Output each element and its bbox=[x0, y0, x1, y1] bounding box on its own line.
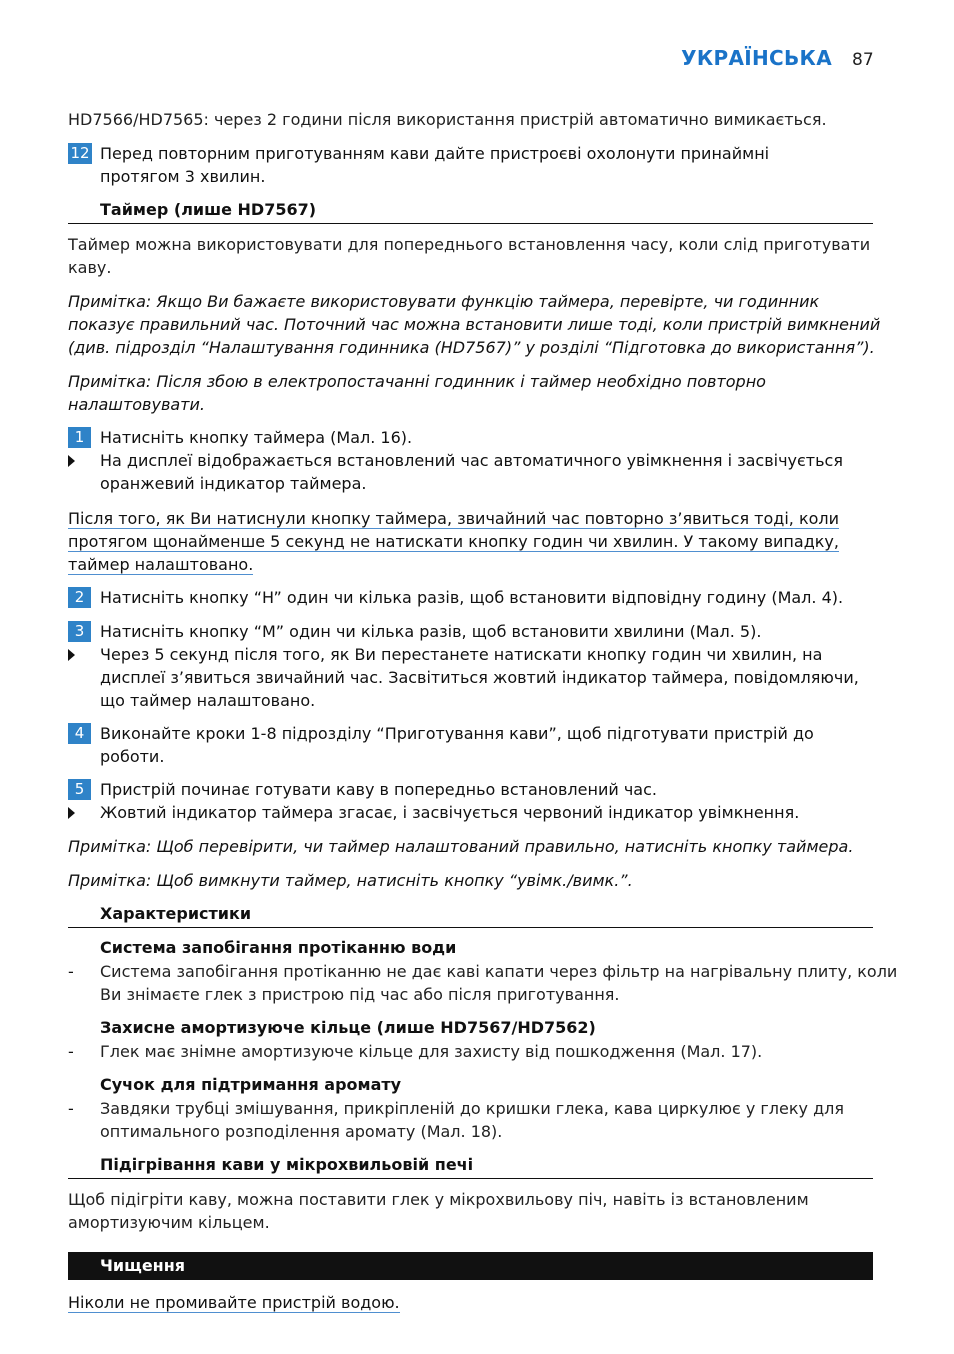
step-12-text-line1: Перед повторним приготуванням кави дайте пристроєві охолонути принаймні bbox=[100, 144, 770, 163]
timer-note4: Примітка: Щоб вимкнути таймер, натисніть кнопку “увімк./вимк.”. bbox=[68, 871, 633, 890]
feature-shock-ring-line1: Глек має знімне амортизуюче кільце для захисту від пошкодження (Мал. 17). bbox=[100, 1042, 763, 1061]
step-number-3: 3 bbox=[68, 621, 91, 642]
cleaning-header-bar bbox=[68, 1252, 873, 1280]
timer-note2-line1: Примітка: Після збою в електропостачанні годинник і таймер необхідно повторно bbox=[68, 372, 766, 391]
step-1-result-line1: На дисплеї відображається встановлений час автоматичного увімкнення і засвічується bbox=[100, 451, 843, 470]
section-divider bbox=[68, 927, 873, 928]
timer-info-link-line3[interactable]: таймер налаштовано. bbox=[68, 555, 254, 574]
result-bullet-icon bbox=[68, 649, 75, 661]
auto-off-note: HD7566/HD7565: через 2 години після використання пристрій автоматично вимикається. bbox=[68, 110, 827, 129]
result-bullet-icon bbox=[68, 455, 75, 467]
feature-aroma-title: Сучок для підтримання аромату bbox=[100, 1075, 402, 1094]
step-number-2: 2 bbox=[68, 587, 91, 608]
timer-note1-line2: показує правильний час. Поточний час можна встановити лише тоді, коли пристрій вимкнений bbox=[68, 315, 881, 334]
step-1-result-line2: оранжевий індикатор таймера. bbox=[100, 474, 367, 493]
step-3-result-line2: дисплеї з’явиться звичайний час. Засвітиться жовтий індикатор таймера, повідомляючи, bbox=[100, 668, 859, 687]
step-number-4: 4 bbox=[68, 723, 91, 744]
step-3-result-line1: Через 5 секунд після того, як Ви перестанете натискати кнопку годин чи хвилин, на bbox=[100, 645, 823, 664]
list-dash: - bbox=[68, 962, 74, 981]
feature-aroma-line1: Завдяки трубці змішування, прикріпленій до кришки глека, кава циркулює у глеку для bbox=[100, 1099, 845, 1118]
step-number-12: 12 bbox=[68, 143, 92, 164]
timer-info-link-line2[interactable]: протягом щонайменше 5 секунд не натискати кнопку годин чи хвилин. У такому випадку, bbox=[68, 532, 839, 551]
section-divider bbox=[68, 223, 873, 224]
timer-note2-line2: налаштовувати. bbox=[68, 395, 205, 414]
list-dash: - bbox=[68, 1099, 74, 1118]
step-number-5: 5 bbox=[68, 779, 91, 800]
timer-note1-line1: Примітка: Якщо Ви бажаєте використовувати функцію таймера, перевірте, чи годинник bbox=[68, 292, 820, 311]
feature-shock-ring-title: Захисне амортизуюче кільце (лише HD7567/HD7562) bbox=[100, 1018, 596, 1037]
cleaning-warning-link[interactable]: Ніколи не промивайте пристрій водою. bbox=[68, 1293, 400, 1312]
microwave-line1: Щоб підігріти каву, можна поставити глек у мікрохвильову піч, навіть із встановленим bbox=[68, 1190, 809, 1209]
timer-note1-line3: (див. підрозділ “Налаштування годинника (HD7567)” у розділі “Підготовка до використання”). bbox=[68, 338, 875, 357]
page-number: 87 bbox=[852, 50, 874, 70]
timer-desc-line1: Таймер можна використовувати для попереднього встановлення часу, коли слід приготувати bbox=[68, 235, 871, 254]
result-bullet-icon bbox=[68, 807, 75, 819]
timer-note3: Примітка: Щоб перевірити, чи таймер налаштований правильно, натисніть кнопку таймера. bbox=[68, 837, 854, 856]
features-section-title: Характеристики bbox=[100, 904, 252, 923]
step-number-1: 1 bbox=[68, 427, 91, 448]
cleaning-section-title: Чищення bbox=[100, 1256, 186, 1275]
step-1-text: Натисніть кнопку таймера (Мал. 16). bbox=[100, 428, 413, 447]
timer-info-link-line1[interactable]: Після того, як Ви натиснули кнопку таймера, звичайний час повторно з’явиться тоді, коли bbox=[68, 509, 840, 528]
microwave-section-title: Підігрівання кави у мікрохвильовій печі bbox=[100, 1155, 474, 1174]
feature-drip-stop-line2: Ви знімаєте глек з пристрою під час або після приготування. bbox=[100, 985, 620, 1004]
feature-aroma-line2: оптимального розподілення аромату (Мал. 18). bbox=[100, 1122, 503, 1141]
step-5-result: Жовтий індикатор таймера згасає, і засвічується червоний індикатор увімкнення. bbox=[100, 803, 800, 822]
step-12-text-line2: протягом 3 хвилин. bbox=[100, 167, 266, 186]
step-2-text: Натисніть кнопку “H” один чи кілька разів, щоб встановити відповідну годину (Мал. 4). bbox=[100, 588, 844, 607]
step-5-text: Пристрій починає готувати каву в попередньо встановлений час. bbox=[100, 780, 657, 799]
step-3-text: Натисніть кнопку “M” один чи кілька разів, щоб встановити хвилини (Мал. 5). bbox=[100, 622, 762, 641]
timer-section-title: Таймер (лише HD7567) bbox=[100, 200, 317, 219]
timer-desc-line2: каву. bbox=[68, 258, 112, 277]
step-4-text-line2: роботи. bbox=[100, 747, 165, 766]
microwave-line2: амортизуючим кільцем. bbox=[68, 1213, 270, 1232]
section-divider bbox=[68, 1178, 873, 1179]
step-3-result-line3: що таймер налаштовано. bbox=[100, 691, 316, 710]
feature-drip-stop-line1: Система запобігання протіканню не дає каві капати через фільтр на нагрівальну плиту, коли bbox=[100, 962, 898, 981]
step-4-text-line1: Виконайте кроки 1-8 підрозділу “Приготування кави”, щоб підготувати пристрій до bbox=[100, 724, 814, 743]
feature-drip-stop-title: Система запобігання протіканню води bbox=[100, 938, 457, 957]
list-dash: - bbox=[68, 1042, 74, 1061]
language-heading: УКРАЇНСЬКА bbox=[681, 46, 832, 70]
